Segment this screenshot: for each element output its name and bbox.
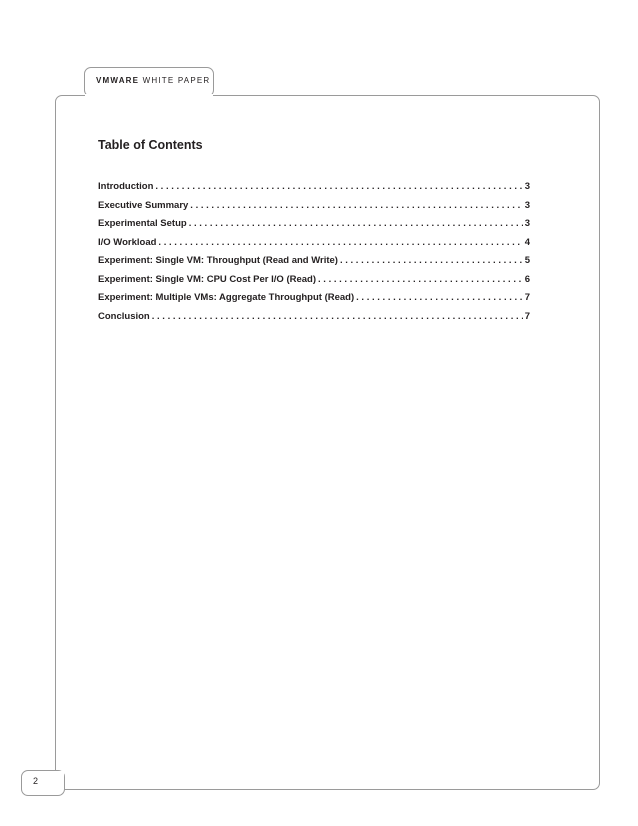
toc-dot-leader bbox=[340, 252, 523, 271]
document-header bbox=[96, 76, 210, 85]
page-number: 2 bbox=[33, 776, 39, 786]
header-tab-mask bbox=[85, 94, 213, 98]
toc-dot-leader bbox=[356, 289, 523, 308]
toc-entry-label: Experiment: Multiple VMs: Aggregate Throughput (Read) bbox=[98, 292, 355, 303]
toc-dot-leader bbox=[189, 215, 523, 234]
header-label: WHITE PAPER bbox=[142, 76, 211, 85]
toc-list bbox=[98, 178, 530, 326]
toc-entry-executive-summary[interactable] bbox=[98, 197, 530, 216]
toc-entry-io-workload[interactable] bbox=[98, 234, 530, 253]
toc-entry-label: Executive Summary bbox=[98, 199, 189, 211]
toc-entry-experimental-setup[interactable] bbox=[98, 215, 530, 234]
toc-dot-leader bbox=[158, 234, 522, 253]
toc-entry-label: I/O Workload bbox=[98, 236, 157, 248]
toc-entry-page: 3 bbox=[524, 199, 530, 211]
header-brand: VMWARE bbox=[96, 76, 140, 85]
toc-entry-label: Conclusion bbox=[98, 310, 150, 322]
toc-entry-page: 5 bbox=[524, 255, 530, 266]
toc-entry-page: 3 bbox=[524, 181, 530, 192]
footer-tab-mask bbox=[56, 771, 64, 789]
toc-entry-single-vm-cpu-cost[interactable] bbox=[98, 271, 530, 290]
toc-entry-page: 3 bbox=[524, 218, 530, 229]
toc-entry-label: Experiment: Single VM: Throughput (Read and Write) bbox=[98, 255, 338, 266]
toc-dot-leader bbox=[190, 197, 522, 216]
toc-dot-leader bbox=[155, 178, 522, 197]
toc-entry-single-vm-throughput[interactable] bbox=[98, 252, 530, 271]
toc-entry-page: 6 bbox=[524, 273, 530, 285]
toc-entry-page: 7 bbox=[524, 292, 530, 303]
toc-entry-introduction[interactable] bbox=[98, 178, 530, 197]
toc-entry-page: 4 bbox=[524, 236, 530, 248]
toc-dot-leader bbox=[152, 308, 523, 327]
toc-dot-leader bbox=[318, 271, 523, 290]
toc-entry-conclusion[interactable] bbox=[98, 308, 530, 327]
toc-entry-label: Experiment: Single VM: CPU Cost Per I/O (Read) bbox=[98, 273, 317, 285]
toc-entry-multiple-vms-throughput[interactable] bbox=[98, 289, 530, 308]
toc-title: Table of Contents bbox=[98, 138, 203, 152]
toc-entry-label: Introduction bbox=[98, 181, 154, 192]
toc-entry-page: 7 bbox=[524, 310, 530, 322]
toc-entry-label: Experimental Setup bbox=[98, 218, 187, 229]
